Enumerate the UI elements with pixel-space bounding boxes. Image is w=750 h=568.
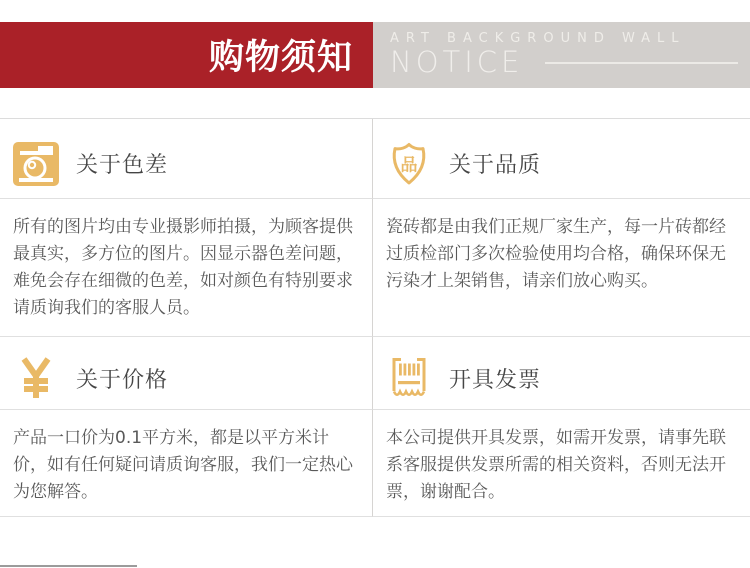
banner-notice-label: NOTICE bbox=[390, 45, 524, 79]
section-price-body: 产品一口价为0.1平方米，都是以平方米计价，如有任何疑问请质询客服，我们一定热心为您解答。 bbox=[0, 410, 373, 517]
banner-rule-line bbox=[545, 62, 738, 64]
section-invoice-head bbox=[373, 337, 750, 410]
section-quality-body: 瓷砖都是由我们正规厂家生产，每一片砖都经过质检部门多次检验使用均合格，确保环保无污染才上架销售，请亲们放心购买。 bbox=[373, 199, 750, 337]
section-color-difference-head bbox=[0, 119, 373, 199]
invoice-receipt-icon bbox=[386, 355, 432, 401]
banner-subtitle-en: ART BACKGROUND WALL bbox=[390, 31, 686, 46]
yuan-price-icon bbox=[13, 355, 59, 401]
section-color-difference-body: 所有的图片均由专业摄影师拍摄，为顾客提供最真实，多方位的图片。因显示器色差问题，难免会存在细微的色差，如对颜色有特别要求请质询我们的客服人员。 bbox=[0, 199, 373, 337]
banner-right-panel bbox=[373, 22, 750, 88]
quality-shield-icon bbox=[386, 141, 432, 187]
section-title: 开具发票 bbox=[449, 367, 542, 393]
next-section-edge bbox=[0, 565, 137, 567]
camera-icon bbox=[13, 141, 59, 187]
shield-glyph: 品 bbox=[400, 155, 418, 175]
section-title: 关于色差 bbox=[76, 153, 169, 178]
header-banner bbox=[0, 22, 750, 88]
section-invoice-body: 本公司提供开具发票，如需开发票，请事先联系客服提供发票所需的相关资料，否则无法开票，谢谢配合。 bbox=[373, 410, 750, 517]
banner-title: 购物须知 bbox=[0, 22, 373, 88]
banner-notice-row bbox=[390, 45, 740, 79]
section-quality-head bbox=[373, 119, 750, 199]
section-title: 关于品质 bbox=[449, 153, 542, 178]
section-title: 关于价格 bbox=[76, 367, 169, 393]
notice-grid bbox=[0, 118, 750, 517]
section-price-head bbox=[0, 337, 373, 410]
